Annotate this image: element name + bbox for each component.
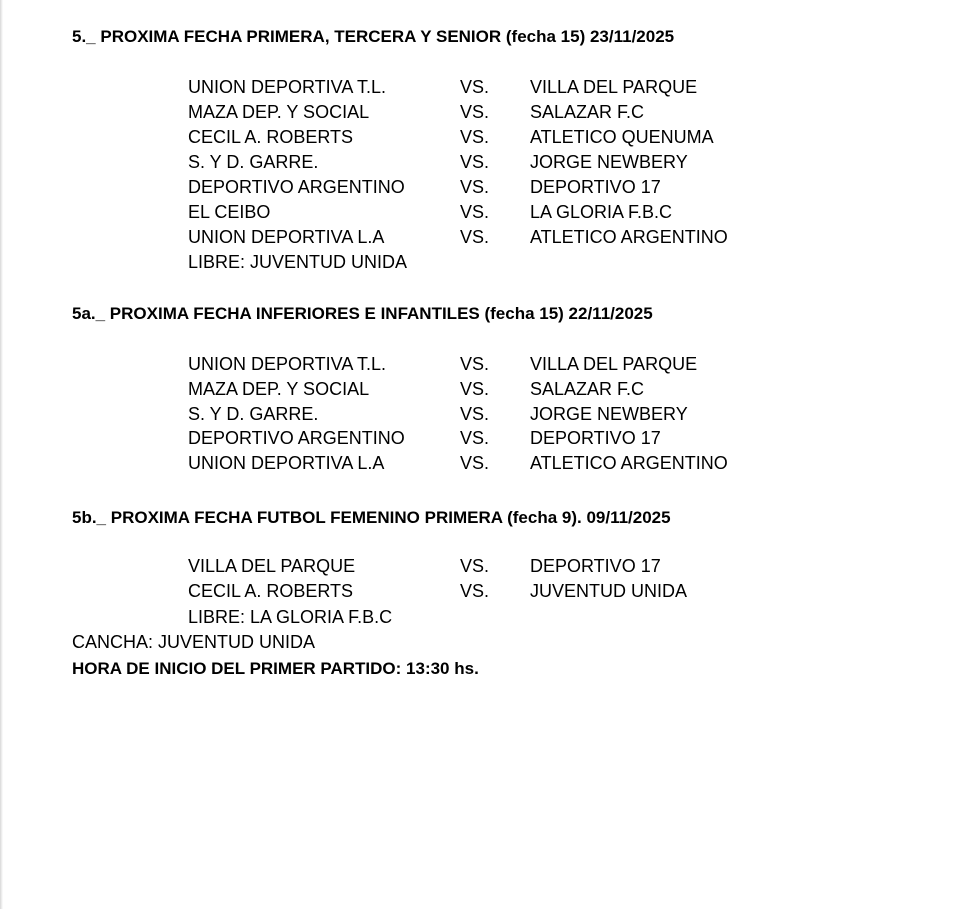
away-team: DEPORTIVO 17 bbox=[530, 556, 661, 576]
away-team: JUVENTUD UNIDA bbox=[530, 581, 688, 601]
start-time: HORA DE INICIO DEL PRIMER PARTIDO: 13:30 hs. bbox=[72, 659, 479, 678]
versus-label: VS. bbox=[460, 453, 490, 473]
versus-label: VS. bbox=[460, 428, 490, 448]
section-heading-primera: 5._ PROXIMA FECHA PRIMERA, TERCERA Y SENIOR (fecha 15) 23/11/2025 bbox=[72, 27, 675, 46]
home-team: UNION DEPORTIVA T.L. bbox=[188, 77, 387, 97]
home-team: CECIL A. ROBERTS bbox=[188, 581, 354, 601]
home-team: UNION DEPORTIVA L.A bbox=[188, 453, 385, 473]
libre-team: LIBRE: JUVENTUD UNIDA bbox=[188, 252, 408, 272]
away-team: SALAZAR F.C bbox=[530, 102, 645, 122]
section-heading-femenino: 5b._ PROXIMA FECHA FUTBOL FEMENINO PRIMERA (fecha 9). 09/11/2025 bbox=[72, 508, 671, 527]
away-team: JORGE NEWBERY bbox=[530, 404, 688, 424]
home-team: VILLA DEL PARQUE bbox=[188, 556, 356, 576]
versus-label: VS. bbox=[460, 202, 490, 222]
home-team: DEPORTIVO ARGENTINO bbox=[188, 177, 405, 197]
away-team: ATLETICO ARGENTINO bbox=[530, 227, 728, 247]
home-team: MAZA DEP. Y SOCIAL bbox=[188, 102, 370, 122]
away-team: JORGE NEWBERY bbox=[530, 152, 688, 172]
versus-label: VS. bbox=[460, 102, 490, 122]
away-team: ATLETICO QUENUMA bbox=[530, 127, 714, 147]
away-team: SALAZAR F.C bbox=[530, 379, 645, 399]
versus-label: VS. bbox=[460, 177, 490, 197]
home-team: CECIL A. ROBERTS bbox=[188, 127, 354, 147]
away-team: LA GLORIA F.B.C bbox=[530, 202, 673, 222]
home-team: S. Y D. GARRE. bbox=[188, 404, 319, 424]
versus-label: VS. bbox=[460, 127, 490, 147]
versus-label: VS. bbox=[460, 379, 490, 399]
away-team: DEPORTIVO 17 bbox=[530, 177, 661, 197]
home-team: MAZA DEP. Y SOCIAL bbox=[188, 379, 370, 399]
versus-label: VS. bbox=[460, 404, 490, 424]
home-team: UNION DEPORTIVA T.L. bbox=[188, 354, 387, 374]
versus-label: VS. bbox=[460, 227, 490, 247]
away-team: DEPORTIVO 17 bbox=[530, 428, 661, 448]
versus-label: VS. bbox=[460, 77, 490, 97]
versus-label: VS. bbox=[460, 556, 490, 576]
away-team: VILLA DEL PARQUE bbox=[530, 354, 698, 374]
away-team: ATLETICO ARGENTINO bbox=[530, 453, 728, 473]
versus-label: VS. bbox=[460, 152, 490, 172]
page-edge-shadow bbox=[0, 0, 3, 909]
home-team: UNION DEPORTIVA L.A bbox=[188, 227, 385, 247]
versus-label: VS. bbox=[460, 581, 490, 601]
versus-label: VS. bbox=[460, 354, 490, 374]
home-team: DEPORTIVO ARGENTINO bbox=[188, 428, 405, 448]
libre-team: LIBRE: LA GLORIA F.B.C bbox=[188, 607, 393, 627]
home-team: EL CEIBO bbox=[188, 202, 271, 222]
away-team: VILLA DEL PARQUE bbox=[530, 77, 698, 97]
section-heading-inferiores: 5a._ PROXIMA FECHA INFERIORES E INFANTILES (fecha 15) 22/11/2025 bbox=[72, 304, 653, 323]
cancha-venue: CANCHA: JUVENTUD UNIDA bbox=[72, 632, 316, 652]
home-team: S. Y D. GARRE. bbox=[188, 152, 319, 172]
